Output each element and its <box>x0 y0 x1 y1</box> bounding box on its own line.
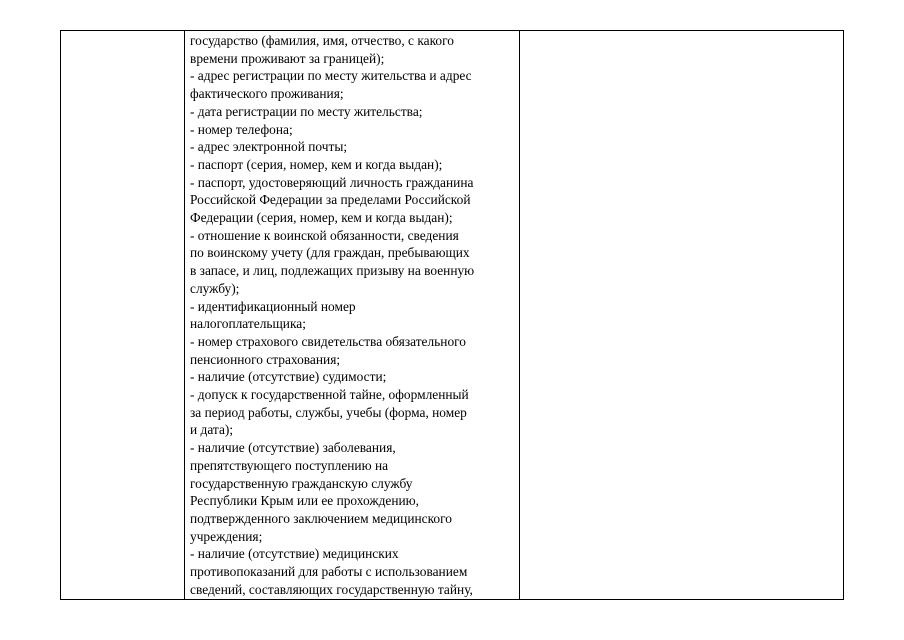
text-line: сведений, составляющих государственную тайну, <box>190 581 473 597</box>
text-line: противопоказаний для работы с использованием <box>190 564 468 580</box>
text-line: - паспорт (серия, номер, кем и когда выдан); <box>190 156 443 172</box>
table-cell-left <box>61 31 185 600</box>
text-line: времени проживают за границей); <box>190 50 385 66</box>
text-line: учреждения; <box>190 528 263 544</box>
text-line: Российской Федерации за пределами Российской <box>190 192 471 208</box>
text-line: - адрес электронной почты; <box>190 139 348 155</box>
text-line: - отношение к воинской обязанности, сведения <box>190 227 459 243</box>
text-line: препятствующего поступлению на <box>190 457 389 473</box>
text-line: - номер страхового свидетельства обязательного <box>190 333 467 349</box>
text-line: - наличие (отсутствие) судимости; <box>190 369 387 385</box>
left-cell-text <box>61 31 184 32</box>
text-line: фактического проживания; <box>190 86 344 102</box>
text-line: в запасе, и лиц, подлежащих призыву на военную <box>190 263 475 279</box>
text-line: - наличие (отсутствие) медицинских <box>190 546 399 562</box>
text-line: - допуск к государственной тайне, оформленный <box>190 387 469 403</box>
text-line: службу); <box>190 280 240 296</box>
right-cell-text <box>520 31 843 32</box>
table-cell-right <box>520 31 844 600</box>
text-line: - наличие (отсутствие) заболевания, <box>190 440 396 456</box>
text-line: за период работы, службы, учебы (форма, номер <box>190 404 467 420</box>
text-line: пенсионного страхования; <box>190 351 341 367</box>
table-cell-middle <box>185 31 520 600</box>
text-line: государство (фамилия, имя, отчество, с какого <box>190 33 454 48</box>
text-line: налогоплательщика; <box>190 316 306 332</box>
text-line: - дата регистрации по месту жительства; <box>190 103 423 119</box>
text-line: Республики Крым или ее прохождению, <box>190 493 420 509</box>
text-line: - адрес регистрации по месту жительства и адрес <box>190 68 472 84</box>
text-line: подтвержденного заключением медицинского <box>190 510 452 526</box>
text-line: - идентификационный номер <box>190 298 356 314</box>
table-row <box>61 31 844 600</box>
text-line: по воинскому учету (для граждан, пребывающих <box>190 245 470 261</box>
document-table <box>60 30 844 600</box>
text-line: государственную гражданскую службу <box>190 475 413 491</box>
text-line: Федерации (серия, номер, кем и когда выдан); <box>190 210 453 226</box>
text-line: и дата); <box>190 422 234 438</box>
middle-cell-text <box>185 31 519 599</box>
text-line: - паспорт, удостоверяющий личность гражданина <box>190 174 474 190</box>
text-line: - номер телефона; <box>190 121 293 137</box>
